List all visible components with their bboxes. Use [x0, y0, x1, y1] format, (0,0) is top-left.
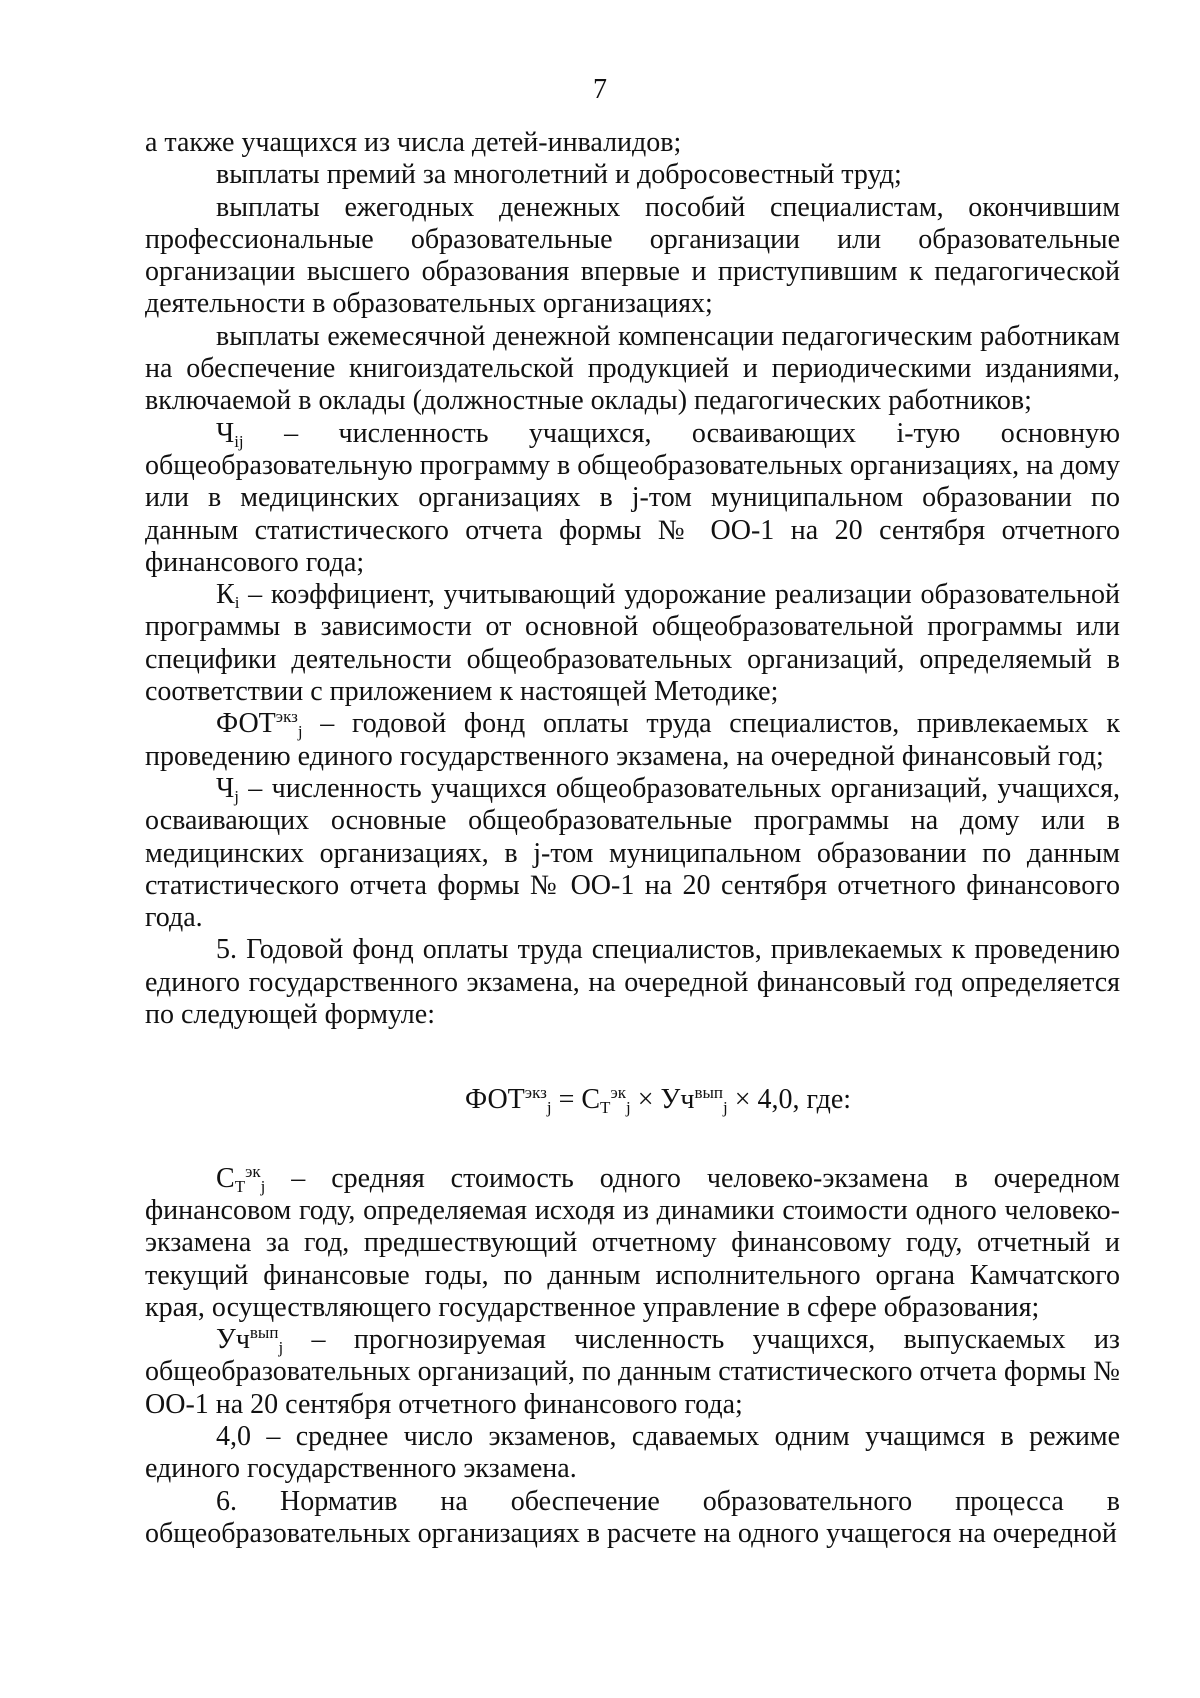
superscript: эк — [245, 1161, 261, 1181]
text-run: ФОТ — [465, 1084, 525, 1116]
subscript: j — [278, 1338, 284, 1358]
document-body — [145, 127, 1120, 1550]
superscript: вып — [249, 1323, 279, 1343]
text-run: = С — [551, 1084, 601, 1116]
paragraph — [145, 934, 1120, 1031]
paragraph — [145, 579, 1120, 708]
paragraph — [145, 321, 1120, 418]
subscript: Т — [234, 1176, 246, 1196]
subscript: j — [722, 1098, 728, 1118]
superscript: вып — [694, 1083, 723, 1103]
paragraph — [145, 1421, 1120, 1486]
text-run: – численность учащихся, осваивающих i-тую основную общеобразовательную программу в общеобразовательных организациях, на дому или в медицинских организациях в j-том муниципальном образовании по данным статистического отчета формы № ОО-1 на 20 сентября отчетного финансового года; — [145, 417, 1120, 578]
subscript: i — [234, 593, 240, 613]
formula — [145, 1084, 1120, 1116]
paragraph — [145, 1163, 1120, 1324]
text-run: × 4,0, где: — [727, 1084, 852, 1116]
paragraph — [145, 1486, 1120, 1551]
subscript: j — [546, 1098, 552, 1118]
text-run: – прогнозируемая численность учащихся, выпускаемых из общеобразовательных организаций, по данным статистического отчета формы № ОО-1 на 20 сентября отчетного финансового года; — [145, 1324, 1120, 1420]
text-run: × Уч — [630, 1084, 695, 1116]
text-run: 5. Годовой фонд оплаты труда специалистов, привлекаемых к проведению единого государственного экзамена, на очередной финансовый год определяется по следующей формуле: — [145, 934, 1120, 1031]
text-run: Уч — [216, 1324, 250, 1356]
subscript: j — [297, 722, 303, 742]
text-run: – коэффициент, учитывающий удорожание реализации образовательной программы в зависимости от основной общеобразовательной программы или специфики деятельности общеобразовательных организаций, определяемый в соответствии с приложением к настоящей Методике; — [145, 579, 1120, 708]
text-run: – средняя стоимость одного человеко-экзамена в очередном финансовом году, определяемая исходя из динамики стоимости одного человеко-экзамена за год, предшествующий отчетному финансовому году, отчетный и текущий финансовые годы, по данным исполнительного органа Камчатского края, осуществляющего государственное управление в сфере образования; — [145, 1162, 1120, 1323]
superscript: экз — [524, 1083, 547, 1103]
page-number: 7 — [593, 74, 607, 105]
text-run: а также учащихся из числа детей-инвалидов; — [145, 127, 682, 158]
subscript: j — [626, 1098, 631, 1118]
paragraph — [145, 1324, 1120, 1421]
text-run: К — [216, 579, 235, 611]
text-run: 4,0 – среднее число экзаменов, сдаваемых одним учащимся в режиме единого государственного экзамена. — [145, 1420, 1120, 1485]
paragraph — [145, 418, 1120, 579]
subscript: j — [260, 1176, 266, 1196]
superscript: эк — [610, 1083, 626, 1103]
paragraph — [145, 192, 1120, 321]
paragraph — [145, 773, 1120, 934]
text-run: выплаты премий за многолетний и добросовестный труд; — [216, 159, 902, 191]
subscript: Т — [600, 1098, 611, 1118]
text-run: ФОТ — [216, 708, 276, 740]
paragraph — [145, 708, 1120, 773]
paragraph — [145, 159, 1120, 191]
text-run: 6. Норматив на обеспечение образовательного процесса в общеобразовательных организациях в расчете на одного учащегося на очередной — [145, 1485, 1120, 1549]
text-run: Ч — [216, 772, 235, 804]
text-run: выплаты ежегодных денежных пособий специалистам, окончившим профессиональные образовательные организации или образовательные организации высшего образования впервые и приступившим к педагогической деятельности в образовательных организациях; — [145, 191, 1120, 320]
superscript: экз — [275, 707, 298, 727]
text-run: – годовой фонд оплаты труда специалистов, привлекаемых к проведению единого государственного экзамена, на очередной финансовый год; — [145, 708, 1120, 772]
text-run: Ч — [216, 417, 235, 449]
text-run: С — [216, 1162, 235, 1194]
subscript: ij — [234, 431, 244, 451]
paragraph — [145, 127, 1120, 159]
text-run: выплаты ежемесячной денежной компенсации педагогическим работникам на обеспечение книгоиздательской продукцией и периодическими изданиями, включаемой в оклады (должностные оклады) педагогических работников; — [145, 320, 1120, 417]
subscript: j — [234, 786, 239, 806]
text-run: – численность учащихся общеобразовательных организаций, учащихся, осваивающих основные общеобразовательные программы на дому или в медицинских организациях, в j-том муниципальном образовании по данным статистического отчета формы № ОО-1 на 20 сентября отчетного финансового года. — [145, 772, 1120, 934]
